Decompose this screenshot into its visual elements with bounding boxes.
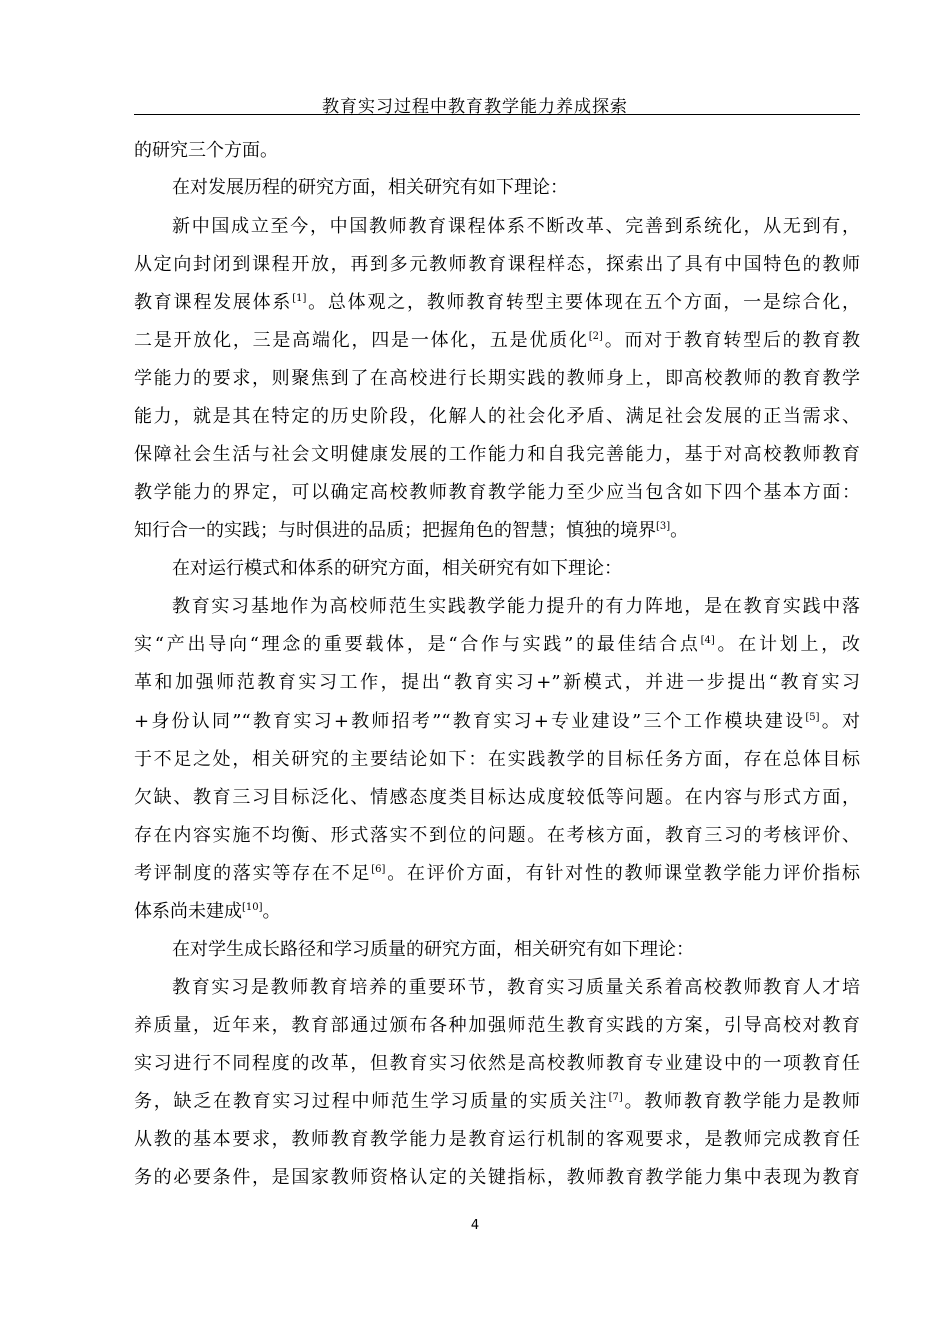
- text-line: [134, 365, 860, 393]
- text-segment: 。教师教育教学能力是教师: [622, 1091, 861, 1112]
- text-segment: 。总体观之，教师教育转型主要体现在五个方面，一是综合化，: [306, 292, 861, 313]
- text-segment: 新中国成立至今，中国教师教育课程体系不断改革、完善到系统化，从无到有，: [172, 216, 860, 237]
- text-segment: 实习进行不同程度的改革，但教育实习依然是高校教师教育专业建设中的一项教育任: [134, 1053, 860, 1074]
- text-segment: 保障社会生活与社会文明健康发展的工作能力和自我完善能力，基于对高校教师教育: [134, 444, 860, 465]
- citation-marker: [1]: [292, 293, 307, 304]
- text-segment: 体系尚未建成: [134, 901, 242, 922]
- citation-marker: [2]: [588, 331, 603, 342]
- text-segment: 学能力的要求，则聚焦到了在高校进行长期实践的教师身上，即高校教师的教育教学: [134, 368, 860, 389]
- header-rule: [134, 114, 860, 115]
- text-segment: 能力，就是其在特定的历史阶段，化解人的社会化矛盾、满足社会发展的正当需求、: [134, 406, 860, 427]
- text-line: [134, 1088, 860, 1116]
- text-segment: 的研究三个方面。: [134, 140, 278, 161]
- text-segment: 教学能力的界定，可以确定高校教师教育教学能力至少应当包含如下四个基本方面：: [134, 482, 860, 503]
- text-line: [134, 898, 281, 926]
- text-segment: 从教的基本要求，教师教育教学能力是教育运行机制的客观要求，是教师完成教育任: [134, 1129, 860, 1150]
- text-line: [134, 289, 860, 317]
- text-line: [134, 479, 860, 507]
- text-line: [134, 403, 860, 431]
- text-line: [134, 251, 860, 279]
- text-line: [172, 936, 694, 964]
- citation-marker: [10]: [242, 902, 263, 913]
- text-segment: 。对: [819, 711, 860, 732]
- text-line: [134, 137, 278, 165]
- text-segment: 教育实习是教师教育培养的重要环节，教育实习质量关系着高校教师教育人才培: [172, 977, 860, 998]
- text-segment: 考评制度的落实等存在不足: [134, 863, 372, 884]
- text-segment: 教育课程发展体系: [134, 292, 293, 313]
- citation-marker: [3]: [656, 521, 671, 532]
- text-line: [134, 708, 860, 736]
- text-segment: 在对学生成长路径和学习质量的研究方面，相关研究有如下理论：: [172, 939, 694, 960]
- text-segment: 实“产出导向“理念的重要载体，是“合作与实践”的最佳结合点: [134, 634, 701, 655]
- text-line: [134, 1126, 860, 1154]
- text-line: [134, 441, 860, 469]
- citation-marker: [4]: [700, 635, 715, 646]
- text-segment: 欠缺、教育三习目标泛化、情感态度类目标达成度较低等问题。在内容与形式方面，: [134, 787, 860, 808]
- text-line: [134, 1012, 860, 1040]
- text-segment: 教育实习基地作为高校师范生实践教学能力提升的有力阵地，是在教育实践中落: [172, 596, 860, 617]
- text-segment: 在对发展历程的研究方面，相关研究有如下理论：: [172, 177, 568, 198]
- text-line: [172, 974, 860, 1002]
- text-segment: 。而对于教育转型后的教育教: [602, 330, 861, 351]
- text-segment: 在对运行模式和体系的研究方面，相关研究有如下理论：: [172, 558, 622, 579]
- text-line: [134, 631, 860, 659]
- text-line: [134, 746, 860, 774]
- text-segment: 革和加强师范教育实习工作，提出“教育实习+”新模式，并进一步提出“教育实习: [134, 672, 860, 693]
- text-segment: 二是开放化，三是高端化，四是一体化，五是优质化: [134, 330, 589, 351]
- text-line: [134, 1164, 860, 1192]
- text-segment: 务，缺乏在教育实习过程中师范生学习质量的实质关注: [134, 1091, 609, 1112]
- page-number: 4: [470, 1218, 480, 1233]
- text-segment: 。: [670, 520, 689, 541]
- text-segment: 存在内容实施不均衡、形式落实不到位的问题。在考核方面，教育三习的考核评价、: [134, 825, 860, 846]
- text-segment: 知行合一的实践；与时俱进的品质；把握角色的智慧；慎独的境界: [134, 520, 656, 541]
- citation-marker: [6]: [371, 864, 386, 875]
- running-header-title: 教育实习过程中教育教学能力养成探索: [322, 97, 628, 117]
- citation-marker: [7]: [608, 1092, 623, 1103]
- text-segment: 于不足之处，相关研究的主要结论如下：在实践教学的目标任务方面，存在总体目标: [134, 749, 860, 770]
- text-line: [134, 784, 860, 812]
- text-line: [172, 174, 568, 202]
- text-line: [134, 822, 860, 850]
- text-line: [172, 213, 860, 241]
- text-segment: 。在计划上，改: [714, 634, 861, 655]
- text-segment: +身份认同”“教育实习+教师招考”“教育实习+专业建设”三个工作模块建设: [134, 711, 806, 732]
- text-line: [134, 669, 860, 697]
- citation-marker: [5]: [805, 712, 820, 723]
- text-segment: 。: [262, 901, 281, 922]
- text-segment: 务的必要条件，是国家教师资格认定的关键指标，教师教育教学能力集中表现为教育: [134, 1167, 860, 1188]
- text-line: [134, 860, 860, 888]
- text-line: [134, 1050, 860, 1078]
- text-line: [172, 555, 622, 583]
- text-line: [134, 327, 860, 355]
- text-segment: 养质量，近年来，教育部通过颁布各种加强师范生教育实践的方案，引导高校对教育: [134, 1015, 860, 1036]
- text-line: [172, 593, 860, 621]
- text-segment: 。在评价方面，有针对性的教师课堂教学能力评价指标: [385, 863, 861, 884]
- text-line: [134, 517, 688, 545]
- text-segment: 从定向封闭到课程开放，再到多元教师教育课程样态，探索出了具有中国特色的教师: [134, 254, 860, 275]
